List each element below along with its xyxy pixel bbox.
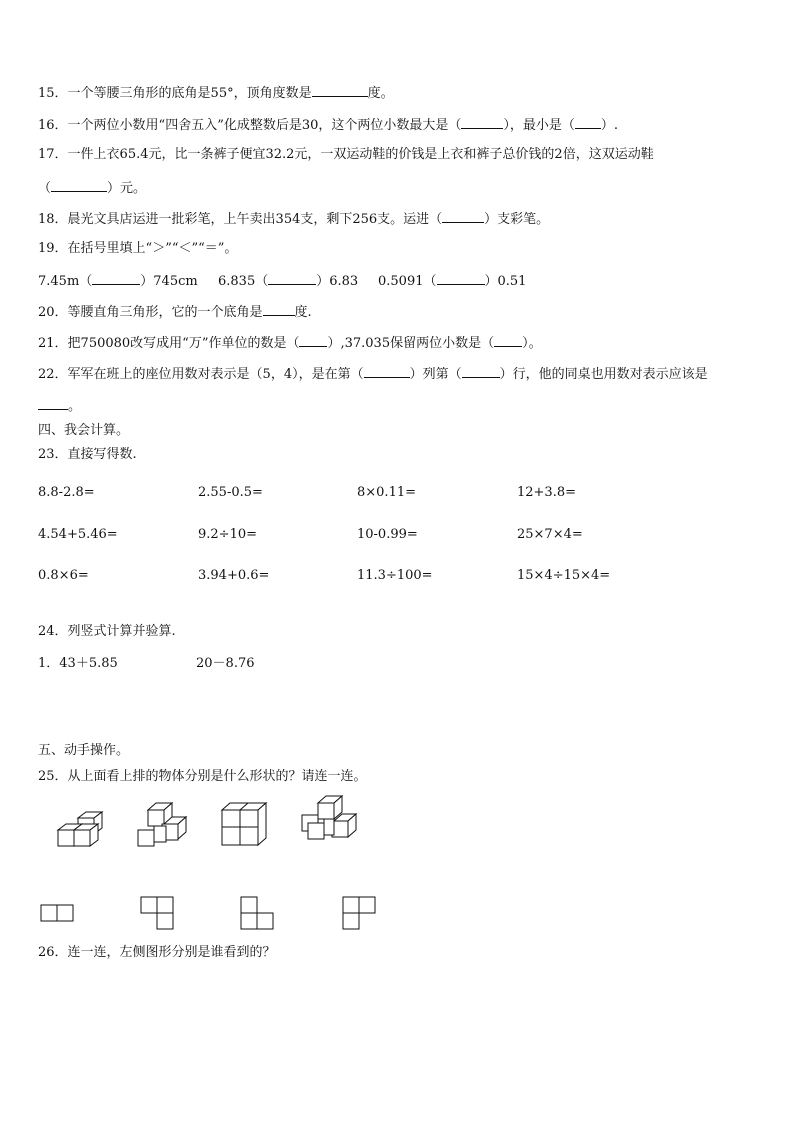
q17-answer-blank[interactable] (51, 179, 107, 192)
q23-r1-c2: 2.55-0.5= (198, 485, 263, 500)
question-20 (38, 303, 312, 321)
q23-r2-c1: 4.54+5.46= (38, 527, 118, 542)
q19-item-2-blank[interactable] (268, 272, 316, 285)
q18-answer-blank[interactable] (442, 210, 484, 223)
question-19: 19．在括号里填上“＞”“＜”“＝”。 (38, 241, 238, 256)
top-view-2[interactable] (140, 896, 176, 932)
solid-figure-2[interactable] (136, 800, 188, 850)
q17-part-a: （ (38, 181, 52, 196)
question-18 (38, 210, 549, 228)
question-23-title: 23．直接写得数. (38, 447, 137, 462)
q16-part-b: ），最小是（ (503, 118, 575, 133)
solid-figure-3[interactable] (218, 800, 270, 848)
question-17-line1: 17．一件上衣65.4元，比一条裤子便宜32.2元，一双运动鞋的价钱是上衣和裤子总价钱的2倍，这双运动鞋 (38, 147, 654, 162)
q20-part-b: 度. (294, 305, 312, 320)
q22-part-c: ）行，他的同桌也用数对表示应该是 (499, 367, 708, 382)
question-17-line2 (38, 179, 146, 197)
q18-part-a: 18．晨光文具店运进一批彩笔，上午卖出354支，剩下256支。运进（ (38, 212, 443, 227)
q19-item-1-blank[interactable] (92, 272, 140, 285)
q22-part-a: 22．军军在班上的座位用数对表示是（5，4），是在第（ (38, 367, 364, 382)
section-5-heading: 五、动手操作。 (38, 743, 130, 758)
q21-part-b: ）,37.035保留两位小数是（ (327, 336, 495, 351)
q22-column-blank[interactable] (364, 365, 410, 378)
question-26-title: 26．连一连，左侧图形分别是谁看到的？ (38, 945, 276, 960)
q21-part-c: ）。 (522, 336, 542, 351)
q23-r1-c3: 8×0.11= (357, 485, 417, 500)
q19-item-3 (378, 272, 526, 290)
q16-part-a: 16．一个两位小数用“四舍五入”化成整数后是30，这个两位小数最大是（ (38, 118, 462, 133)
q19-item-1-right: ）745cm (140, 274, 198, 289)
q16-max-blank[interactable] (461, 116, 503, 129)
q20-answer-blank[interactable] (263, 303, 295, 316)
question-22-line1 (38, 365, 708, 383)
q23-r3-c1: 0.8×6= (38, 568, 89, 583)
q22-part-d: 。 (68, 399, 82, 414)
q19-item-3-blank[interactable] (437, 272, 485, 285)
solid-figure-4[interactable] (298, 793, 358, 847)
question-15 (38, 84, 394, 102)
q19-item-2 (218, 272, 358, 290)
q22-row-blank[interactable] (462, 365, 500, 378)
top-view-1[interactable] (40, 904, 76, 924)
q15-text: 15．一个等腰三角形的底角是55°，顶角度数是 (38, 86, 312, 101)
q23-r3-c2: 3.94+0.6= (198, 568, 270, 583)
question-21 (38, 334, 542, 352)
q23-r2-c2: 9.2÷10= (198, 527, 258, 542)
q23-r2-c3: 10-0.99= (357, 527, 418, 542)
q17-part-b: ）元。 (107, 181, 147, 196)
section-4-heading: 四、我会计算。 (38, 423, 130, 438)
q18-part-b: ）支彩笔。 (484, 212, 550, 227)
top-view-3[interactable] (240, 896, 276, 932)
q23-r1-c1: 8.8-2.8= (38, 485, 95, 500)
question-22-line2 (38, 397, 81, 415)
top-view-4[interactable] (342, 896, 378, 932)
question-16 (38, 116, 618, 134)
q21-blank-2[interactable] (494, 334, 522, 347)
q15-answer-blank[interactable] (312, 84, 368, 97)
q23-r1-c4: 12+3.8= (517, 485, 577, 500)
q20-part-a: 20．等腰直角三角形，它的一个底角是 (38, 305, 263, 320)
q19-item-3-right: ）0.51 (484, 274, 527, 289)
q22-pair-blank[interactable] (38, 397, 68, 410)
q23-r2-c4: 25×7×4= (517, 527, 583, 542)
q19-item-1 (38, 272, 198, 290)
q23-r3-c3: 11.3÷100= (357, 568, 433, 583)
q21-part-a: 21．把750080改写成用“万”作单位的数是（ (38, 336, 300, 351)
q16-part-c: ）. (600, 118, 619, 133)
question-25-title: 25．从上面看上排的物体分别是什么形状的？请连一连。 (38, 769, 367, 784)
q15-after: 度。 (367, 86, 394, 101)
q21-blank-1[interactable] (299, 334, 327, 347)
q19-item-3-left: 0.5091（ (378, 274, 437, 289)
q24-item-2: 20－8.76 (196, 656, 255, 671)
q19-item-2-left: 6.835（ (218, 274, 269, 289)
q19-item-2-right: ）6.83 (316, 274, 359, 289)
q16-min-blank[interactable] (575, 116, 601, 129)
q19-item-1-left: 7.45m（ (38, 274, 93, 289)
solid-figure-1[interactable] (56, 810, 104, 850)
question-24-title: 24．列竖式计算并验算. (38, 624, 176, 639)
q24-item-1: 1．43＋5.85 (38, 656, 118, 671)
q23-r3-c4: 15×4÷15×4= (517, 568, 611, 583)
q22-part-b: ）列第（ (409, 367, 462, 382)
